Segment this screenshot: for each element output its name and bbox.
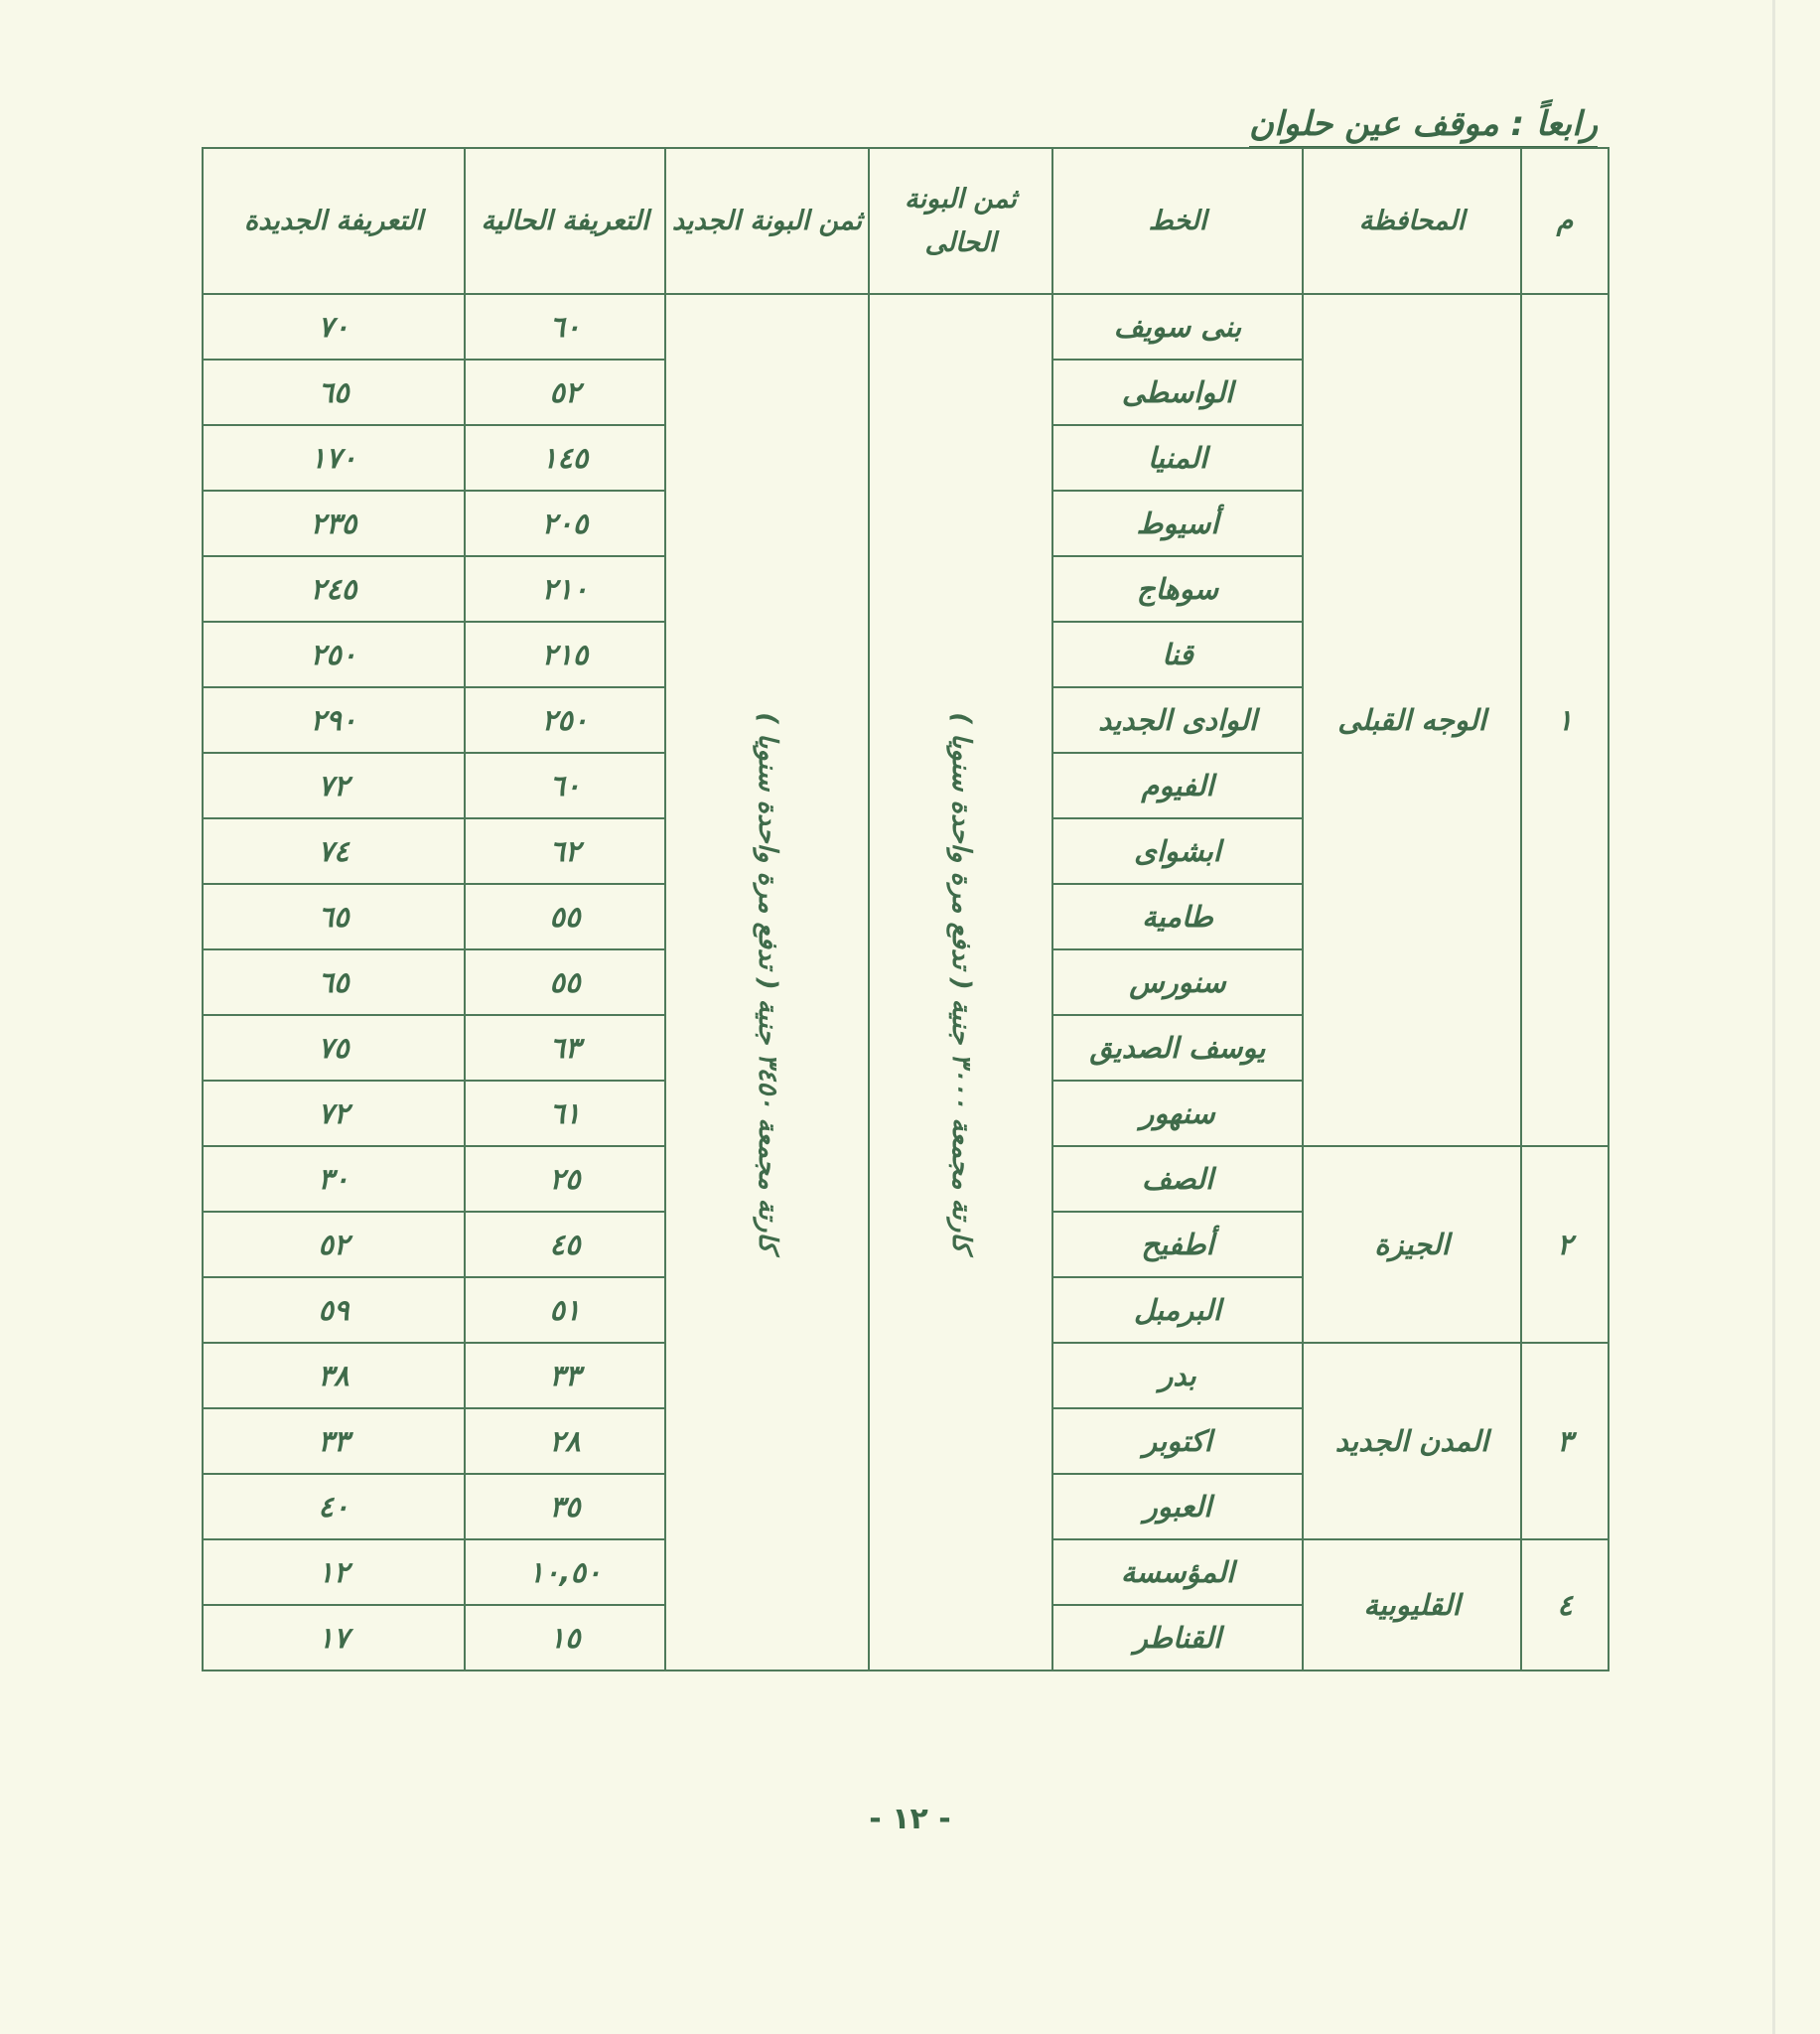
new-tariff-cell: ٦٥ <box>203 884 465 949</box>
new-tariff-cell: ٢٩٠ <box>203 687 465 753</box>
new-tariff-cell: ٧٥ <box>203 1015 465 1081</box>
current-tariff-cell: ٥٥ <box>465 884 665 949</box>
current-tariff-cell: ١٥ <box>465 1605 665 1671</box>
table-row <box>203 294 1609 360</box>
new-tariff-cell: ٢٣٥ <box>203 491 465 556</box>
line-name-cell: سنورس <box>1052 949 1303 1015</box>
new-tariff-cell: ٢٥٠ <box>203 622 465 687</box>
new-tariff-cell: ٧٢ <box>203 1081 465 1146</box>
new-card-price-cell <box>665 294 869 1671</box>
current-tariff-cell: ٢٠٥ <box>465 491 665 556</box>
line-name-cell: البرمبل <box>1052 1277 1303 1343</box>
line-name-cell: أطفيح <box>1052 1212 1303 1277</box>
governorate-cell: الوجه القبلى <box>1303 294 1521 1146</box>
line-name-cell: قنا <box>1052 622 1303 687</box>
col-header-new-tariff: التعريفة الجديدة <box>203 148 465 294</box>
new-tariff-cell: ٧٢ <box>203 753 465 818</box>
line-name-cell: ابشواى <box>1052 818 1303 884</box>
table-body <box>203 294 1609 1671</box>
tariff-table <box>202 147 1610 1671</box>
new-tariff-cell: ١٧٠ <box>203 425 465 491</box>
current-tariff-cell: ٢١٠ <box>465 556 665 622</box>
group-index-cell: ٤ <box>1521 1539 1609 1671</box>
new-tariff-cell: ١٧ <box>203 1605 465 1671</box>
current-tariff-cell: ٦١ <box>465 1081 665 1146</box>
section-heading: رابعاً : موقف عين حلوان <box>1249 104 1598 149</box>
current-tariff-cell: ٦٠ <box>465 294 665 360</box>
new-tariff-cell: ٦٥ <box>203 949 465 1015</box>
line-name-cell: الوادى الجديد <box>1052 687 1303 753</box>
table-header <box>203 148 1609 294</box>
line-name-cell: أسيوط <box>1052 491 1303 556</box>
current-tariff-cell: ١٠,٥٠ <box>465 1539 665 1605</box>
new-tariff-cell: ٣٣ <box>203 1408 465 1474</box>
governorate-cell: المدن الجديد <box>1303 1343 1521 1539</box>
group-index-cell: ١ <box>1521 294 1609 1146</box>
new-tariff-cell: ٤٠ <box>203 1474 465 1539</box>
col-header-line: الخط <box>1052 148 1303 294</box>
new-tariff-cell: ٧٤ <box>203 818 465 884</box>
current-tariff-cell: ٦٠ <box>465 753 665 818</box>
new-tariff-cell: ٢٤٥ <box>203 556 465 622</box>
new-tariff-cell: ١٢ <box>203 1539 465 1605</box>
page-edge-line <box>1772 0 1775 2034</box>
line-name-cell: سوهاج <box>1052 556 1303 622</box>
current-tariff-cell: ١٤٥ <box>465 425 665 491</box>
line-name-cell: المنيا <box>1052 425 1303 491</box>
line-name-cell: الواسطى <box>1052 360 1303 425</box>
current-tariff-cell: ٥٥ <box>465 949 665 1015</box>
new-card-note: كارتة مجمعة ٣٤٥٠ جنية ( تدفع مرة واحدة سنويا ) <box>752 712 782 1252</box>
col-header-current-card-price: ثمن البونة الحالى <box>869 148 1052 294</box>
current-tariff-cell: ٦٣ <box>465 1015 665 1081</box>
line-name-cell: يوسف الصديق <box>1052 1015 1303 1081</box>
col-header-index: م <box>1521 148 1609 294</box>
line-name-cell: بدر <box>1052 1343 1303 1408</box>
line-name-cell: بنى سويف <box>1052 294 1303 360</box>
line-name-cell: سنهور <box>1052 1081 1303 1146</box>
line-name-cell: الفيوم <box>1052 753 1303 818</box>
col-header-current-tariff: التعريفة الحالية <box>465 148 665 294</box>
current-tariff-cell: ٣٣ <box>465 1343 665 1408</box>
current-tariff-cell: ٤٥ <box>465 1212 665 1277</box>
current-tariff-cell: ٢٥ <box>465 1146 665 1212</box>
current-tariff-cell: ٣٥ <box>465 1474 665 1539</box>
line-name-cell: اكتوبر <box>1052 1408 1303 1474</box>
new-tariff-cell: ٥٩ <box>203 1277 465 1343</box>
line-name-cell: طامية <box>1052 884 1303 949</box>
line-name-cell: العبور <box>1052 1474 1303 1539</box>
governorate-cell: القليوبية <box>1303 1539 1521 1671</box>
current-tariff-cell: ٢٨ <box>465 1408 665 1474</box>
current-tariff-cell: ٦٢ <box>465 818 665 884</box>
line-name-cell: المؤسسة <box>1052 1539 1303 1605</box>
group-index-cell: ٣ <box>1521 1343 1609 1539</box>
current-tariff-cell: ٢١٥ <box>465 622 665 687</box>
group-index-cell: ٢ <box>1521 1146 1609 1343</box>
current-card-note: كارتة مجمعة ٣٠٠٠ جنية ( تدفع مرة واحدة سنويا ) <box>945 712 976 1252</box>
current-tariff-cell: ٢٥٠ <box>465 687 665 753</box>
line-name-cell: القناطر <box>1052 1605 1303 1671</box>
governorate-cell: الجيزة <box>1303 1146 1521 1343</box>
current-tariff-cell: ٥١ <box>465 1277 665 1343</box>
col-header-governorate: المحافظة <box>1303 148 1521 294</box>
new-tariff-cell: ٧٠ <box>203 294 465 360</box>
new-tariff-cell: ٣٨ <box>203 1343 465 1408</box>
new-tariff-cell: ٥٢ <box>203 1212 465 1277</box>
new-tariff-cell: ٣٠ <box>203 1146 465 1212</box>
page-number: - ١٢ - <box>869 1802 951 1836</box>
new-tariff-cell: ٦٥ <box>203 360 465 425</box>
current-tariff-cell: ٥٢ <box>465 360 665 425</box>
current-card-price-cell <box>869 294 1052 1671</box>
line-name-cell: الصف <box>1052 1146 1303 1212</box>
col-header-new-card-price: ثمن البونة الجديد <box>665 148 869 294</box>
header-row <box>203 148 1609 294</box>
